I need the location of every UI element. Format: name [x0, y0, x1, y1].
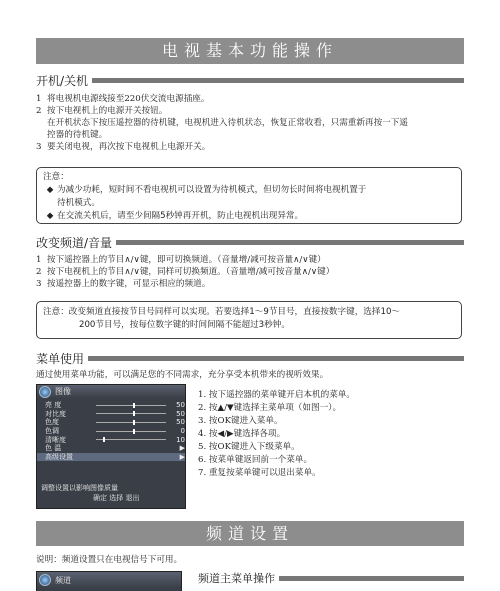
panel-header	[37, 385, 185, 398]
page-title-banner	[36, 38, 464, 64]
menu-row-label: 对比度	[45, 409, 66, 418]
menu-row-value: ▶	[179, 452, 185, 461]
list-item: 控器的待机键。	[47, 130, 108, 140]
list-item: 按遥控器上的数字键，可显示相应的频道。	[47, 279, 211, 289]
menu-row-label: 色调	[45, 427, 59, 436]
step-item: 7. 重复按菜单键可以退出菜单。	[198, 468, 321, 478]
channel-setup-note: 说明：频道设置只在电视信号下可用。	[36, 555, 183, 565]
divider	[92, 78, 464, 83]
list-item: 要关闭电视，再次按下电视机上电源开关。	[47, 142, 211, 152]
section-menu	[36, 350, 464, 366]
list-item: 将电视机电源线接至220伏交流电源插座。	[47, 94, 210, 104]
list-number: 3	[36, 279, 42, 289]
menu-row-value: 10	[176, 435, 185, 444]
note-box	[36, 301, 462, 339]
section-title: 频道设置	[205, 524, 294, 543]
page-title: 电视基本功能操作	[161, 41, 338, 60]
menu-row-value: 50	[176, 401, 185, 410]
menu-row-value: 0	[180, 427, 185, 436]
slider[interactable]	[96, 422, 166, 423]
channel-menu-panel	[36, 571, 182, 591]
picture-icon	[39, 386, 51, 398]
slider[interactable]	[96, 405, 166, 406]
diamond-icon: ◆	[46, 211, 54, 221]
divider	[88, 356, 464, 361]
channel-icon	[39, 574, 51, 586]
list-item: 按下电视机上的节目∧/∨键，同样可切换频道。（音量增/减可按音量∧/∨键）	[47, 267, 335, 277]
step-item: 1. 按下遥控器的菜单键开启本机的菜单。	[198, 390, 356, 400]
panel-keys: 确定 选择 退出	[93, 494, 140, 503]
slider[interactable]	[96, 439, 166, 440]
menu-row-label: 亮 度	[45, 401, 62, 410]
note-text: 为减少功耗，短时间不看电视机可以设置为待机模式，但切勿长时间将电视机置于	[57, 185, 367, 195]
panel-title: 频道	[55, 575, 71, 585]
section-power	[36, 72, 464, 88]
menu-row-label: 清晰度	[45, 435, 66, 444]
panel-hint: 调整设置以影响图像质量	[41, 484, 118, 493]
list-number: 1	[36, 255, 42, 265]
note-text: 在交流关机后，请至少间隔5秒钟再开机，防止电视机出现异常。	[57, 211, 304, 221]
list-number: 2	[36, 267, 42, 277]
diamond-icon: ◆	[46, 185, 54, 195]
list-number: 3	[36, 142, 42, 152]
step-item: 5. 按OK键进入下级菜单。	[198, 442, 300, 452]
step-item: 3. 按OK键进入菜单。	[198, 416, 283, 426]
note-text: 待机模式。	[57, 198, 100, 208]
panel-header	[37, 572, 181, 588]
divider	[279, 576, 464, 581]
section-channel	[36, 234, 464, 250]
picture-menu-panel	[36, 384, 186, 509]
menu-row-label: 色度	[45, 418, 59, 427]
menu-row-label: 高级设置	[45, 452, 73, 461]
section-heading: 开机/关机	[36, 73, 89, 88]
panel-title: 图像	[55, 387, 71, 396]
section-channel-main	[198, 570, 464, 586]
list-item: 按下遥控器上的节目∧/∨键，即可切换频道。（音量增/减可按音量∧/∨键）	[47, 255, 326, 265]
divider	[116, 240, 464, 245]
channel-list	[36, 254, 464, 290]
note-text: 注意：改变频道直接按节目号同样可以实现。若要选择1～9节目号，直接按数字键，选择10～	[43, 307, 401, 317]
step-item: 2. 按▲/▼键选择主菜单项（如图一）。	[198, 403, 342, 413]
section-heading: 改变频道/音量	[36, 235, 113, 250]
section-heading: 菜单使用	[36, 351, 85, 366]
menu-row[interactable]	[37, 453, 185, 462]
channel-setup-banner	[36, 521, 464, 546]
list-item: 在开机状态下按压遥控器的待机键，电视机进入待机状态，恢复正常收看，只需重新再按一下遥	[47, 118, 408, 128]
menu-row-label: 色 温	[45, 444, 62, 453]
section-heading: 频道主菜单操作	[198, 572, 275, 585]
step-item: 6. 按菜单键返回前一个菜单。	[198, 455, 313, 465]
note-text: 200节目号，按每位数字键的时间间隔不能超过3秒钟。	[79, 320, 290, 330]
menu-row-value: 50	[176, 418, 185, 427]
menu-row-value: ▶	[179, 444, 185, 453]
menu-steps	[198, 389, 464, 480]
slider[interactable]	[96, 413, 166, 414]
menu-intro: 通过使用菜单功能，可以满足您的不同需求，充分享受本机带来的视听效果。	[36, 370, 329, 380]
list-number: 1	[36, 94, 42, 104]
slider[interactable]	[96, 431, 166, 432]
note-label: 注意：	[43, 172, 69, 182]
note-box	[36, 167, 462, 224]
list-item: 按下电视机上的电源开关按钮。	[47, 106, 168, 116]
step-item: 4. 按◀/▶键选择各项。	[198, 429, 286, 439]
menu-row-value: 50	[176, 409, 185, 418]
power-list	[36, 93, 464, 153]
list-number: 2	[36, 106, 42, 116]
